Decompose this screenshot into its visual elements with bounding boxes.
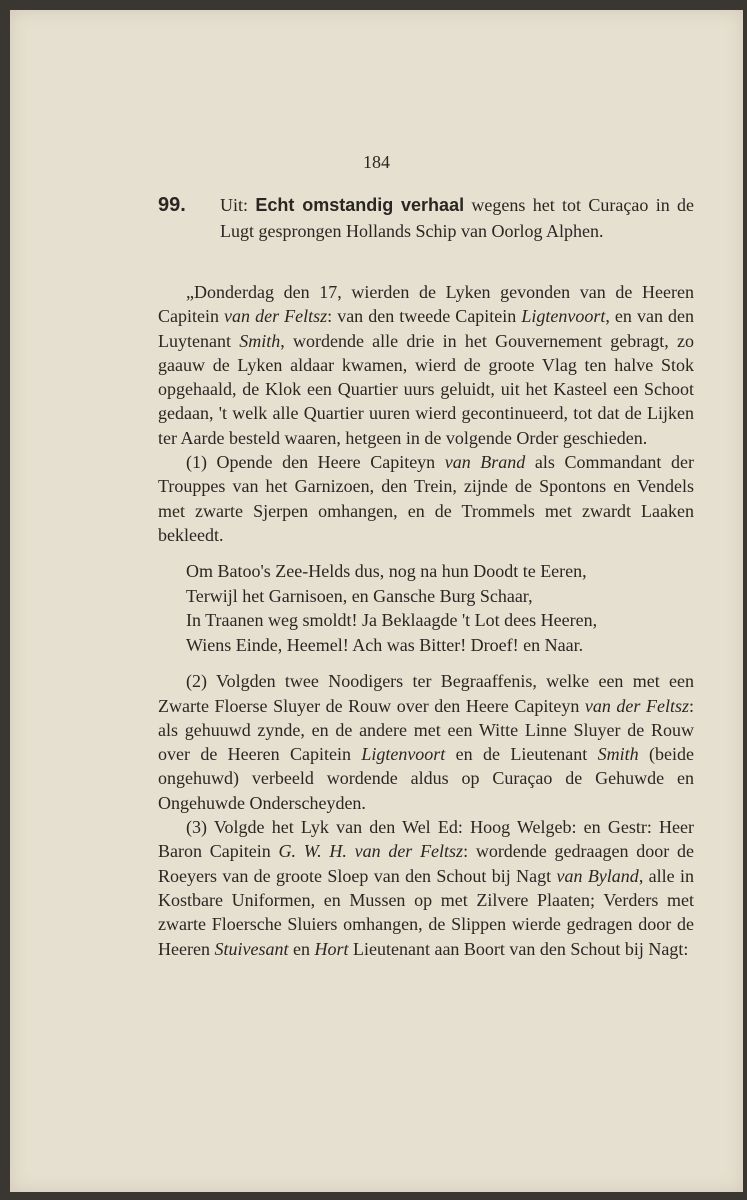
text-run: als Commandant der Trouppes van het Garnizoen, den Trein, zijnde de Spontons en Vendels met zwarte Sjerpen omhangen, en de Trommels met zwardt Laaken bekleedt. — [158, 452, 694, 545]
person-name: van Brand — [444, 452, 526, 473]
entry-number: 99. — [158, 194, 186, 216]
person-name: Stuivesant — [214, 938, 289, 959]
person-name: Ligtenvoort — [521, 306, 606, 327]
person-name: Ligtenvoort — [361, 744, 446, 765]
text-run: (3) Volgde het Lyk van den Wel Ed: Hoog Welgeb: en Gestr: Heer Baron Capitein — [158, 817, 694, 862]
text-run: (beide ongehuwd) verbeeld wordende aldus op Curaçao de Gehuwde en Ongehuwde Onderscheyden. — [158, 744, 694, 813]
text-run: : als gehuuwd zynde, en de andere met een Witte Linne Sluyer de Rouw over de Heeren Capitein — [158, 695, 694, 765]
text-run: (2) Volgden twee Noodigers ter Begraaffenis, welke een met een Zwarte Floerse Sluyer de Rouw over den Heere Capiteyn — [158, 671, 694, 716]
poem-line: Wiens Einde, Heemel! Ach was Bitter! Droef! en Naar. — [186, 634, 584, 655]
text-run: , alle in Kostbare Uniformen, en Mussen op met Zilvere Plaaten; Verders met zwarte Floersche Sluiers omhangen, de Slippen wierde gedragen door de Heeren — [158, 865, 695, 959]
paragraph-1 — [158, 450, 694, 547]
person-name: Smith — [239, 330, 281, 351]
entry-heading — [220, 192, 694, 244]
paragraph-2 — [158, 669, 694, 815]
person-name: Hort — [314, 938, 349, 959]
entry-prefix: Uit: — [220, 195, 249, 215]
text-run: : van den tweede Capitein — [327, 306, 522, 327]
person-name: van der Feltsz — [584, 695, 689, 716]
person-name: Smith — [597, 744, 639, 765]
text-run: en de Lieutenant — [445, 744, 598, 765]
poem — [186, 559, 694, 657]
person-name: van Byland — [556, 865, 639, 886]
body-text — [158, 280, 694, 961]
poem-line: Terwijl het Garnisoen, en Gansche Burg Schaar, — [186, 585, 533, 606]
entry-title: Echt omstandig verhaal — [255, 195, 465, 215]
person-name: G. W. H. van der Feltsz — [278, 841, 464, 862]
paragraph-3 — [158, 815, 694, 961]
text-run: „Donderdag den 17, wierden de Lyken gevonden van de Heeren Capitein — [158, 282, 694, 327]
poem-line: In Traanen weg smoldt! Ja Beklaagde 't Lot dees Heeren, — [186, 610, 598, 631]
text-run: : wordende gedraagen door de Roeyers van de groote Sloep van den Schout bij Nagt — [158, 841, 694, 886]
book-page — [10, 10, 743, 1192]
text-run: en — [288, 938, 315, 959]
text-run: Lieutenant aan Boort van den Schout bij Nagt: — [348, 938, 689, 959]
paragraph-intro — [158, 280, 694, 450]
page-number: 184 — [363, 152, 390, 172]
text-run: , wordende alle drie in het Gouvernement gebragt, zo gaauw de Lyken aldaar kwamen, wierd de groote Vlag ten halve Stok opgehaald, de Klok een Quartier uurs geluidt, uit het Kasteel een Schoot gedaan, 't welk alle Quartier uuren wierd gecontinueerd, tot dat de Lijken ter Aarde besteld waaren, hetgeen in de volgende Order geschieden. — [158, 330, 694, 448]
text-run: (1) Opende den Heere Capiteyn — [186, 452, 445, 473]
poem-line: Om Batoo's Zee-Helds dus, nog na hun Doodt te Eeren, — [186, 561, 587, 582]
entry-description: wegens het tot Curaçao in de Lugt gesprongen Hollands Schip van Oorlog Alphen. — [220, 195, 695, 241]
text-run: , en van den Luytenant — [158, 306, 694, 351]
entry-header — [158, 192, 694, 244]
person-name: van der Feltsz — [224, 306, 328, 327]
